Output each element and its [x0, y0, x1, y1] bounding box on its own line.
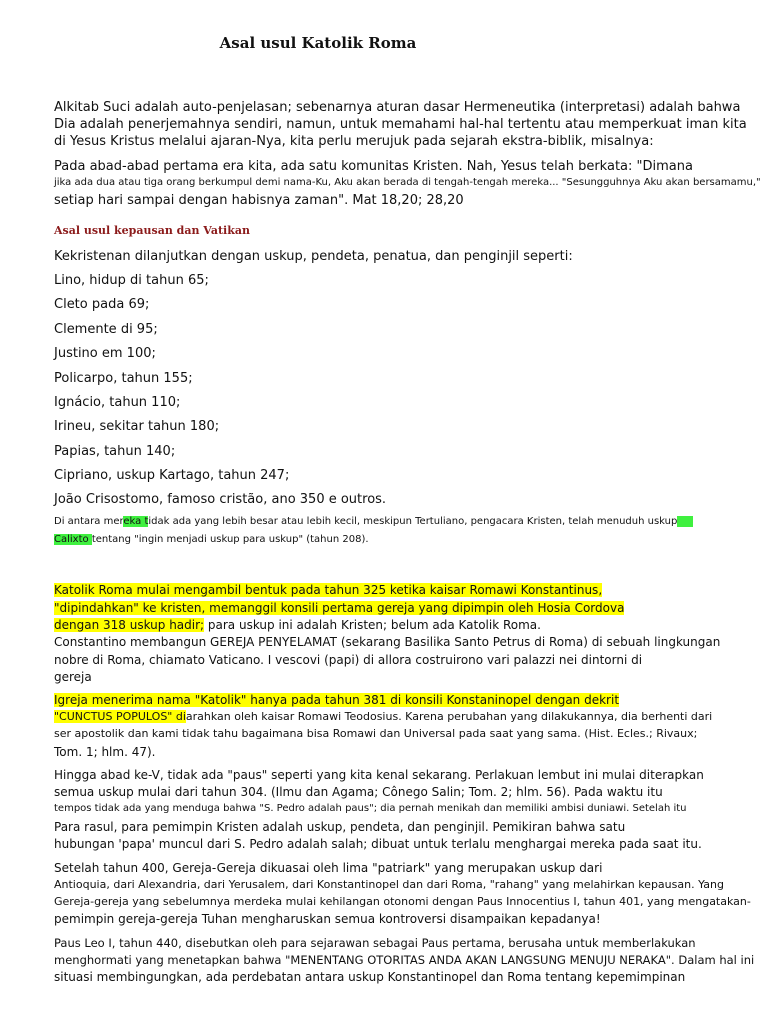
constantine-line: nobre di Roma, chiamato Vaticano. I vescovi (papi) di allora costruirono vari palazzi nei dintorni di [54, 653, 643, 667]
community-line: Pada abad-abad pertama era kita, ada satu komunitas Kristen. Nah, Yesus telah berkata: "Dimana [54, 159, 693, 174]
list-item: Ignácio, tahun 110; [54, 395, 181, 410]
text-run: Di antara mer [54, 516, 124, 527]
section-heading: Asal usul kepausan dan Vatikan [54, 224, 250, 237]
constantine-line [54, 618, 541, 632]
highlight-yellow: "CUNCTUS POPULOS" di [54, 710, 186, 723]
list-item: Cipriano, uskup Kartago, tahun 247; [54, 468, 290, 483]
constantine-line: Katolik Roma mulai mengambil bentuk pada tahun 325 ketika kaisar Romawi Konstantinus, [54, 583, 603, 597]
catholic-name-line: Tom. 1; hlm. 47). [54, 745, 156, 759]
tertullian-line [54, 534, 369, 545]
catholic-name-line [54, 710, 712, 723]
list-item: Lino, hidup di tahun 65; [54, 273, 209, 288]
fifth-century-line: Hingga abad ke-V, tidak ada "paus" seperti yang kita kenal sekarang. Perlakuan lembut ini mulai diterapkan [54, 768, 704, 782]
patriarchs-line: Antioquia, dari Alexandria, dari Yerusalem, dari Konstantinopel dan dari Roma, "rahang" yang melahirkan kepausan. Yang [54, 878, 724, 891]
fifth-century-line: Para rasul, para pemimpin Kristen adalah uskup, pendeta, dan penginjil. Pemikiran bahwa satu [54, 820, 626, 834]
highlight-green: Calixto [54, 534, 92, 545]
leo-line: menghormati yang menetapkan bahwa "MENENTANG OTORITAS ANDA AKAN LANGSUNG MENUJU NERAKA". Dalam hal ini [54, 953, 755, 967]
community-line: setiap hari sampai dengan habisnya zaman". Mat 18,20; 28,20 [54, 193, 464, 208]
fifth-century-line: tempos tidak ada yang menduga bahwa "S. Pedro adalah paus"; dia pernah menikah dan memiliki ambisi duniawi. Setelah itu [54, 803, 687, 814]
constantine-line: "dipindahkan" ke kristen, memanggil konsili pertama gereja yang dipimpin oleh Hosia Cordova [54, 601, 625, 615]
document-title: Asal usul Katolik Roma [219, 34, 417, 52]
list-item: Justino em 100; [54, 346, 156, 361]
leo-line: situasi membingungkan, ada perdebatan antara uskup Konstantinopel dan Roma tentang kepemimpinan [54, 970, 686, 984]
patriarchs-line: Gereja-gereja yang sebelumnya merdeka mulai kehilangan otonomi dengan Paus Innocentius I, tahun 401, yang mengatakan- [54, 895, 751, 908]
fifth-century-line: semua uskup mulai dari tahun 304. (Ilmu dan Agama; Cônego Salin; Tom. 2; hlm. 56). Pada waktu itu [54, 785, 663, 799]
intro-line: Alkitab Suci adalah auto-penjelasan; sebenarnya aturan dasar Hermeneutika (interpretasi) adalah bahwa [54, 100, 741, 115]
catholic-name-line: Igreja menerima nama "Katolik" hanya pada tahun 381 di konsili Konstaninopel dengan dekrit [54, 693, 620, 707]
list-item: Irineu, sekitar tahun 180; [54, 419, 220, 434]
highlight-green [677, 516, 693, 527]
patriarchs-line: pemimpin gereja-gereja Tuhan mengharuskan semua kontroversi disampaikan kepadanya! [54, 912, 601, 926]
patriarchs-line: Setelah tahun 400, Gereja-Gereja dikuasai oleh lima "patriark" yang merupakan uskup dari [54, 861, 603, 875]
list-item: Cleto pada 69; [54, 297, 150, 312]
list-item: Clemente di 95; [54, 322, 158, 337]
highlight-green: eka t [123, 516, 149, 527]
text-run: idak ada yang lebih besar atau lebih kecil, meskipun Tertuliano, pengacara Kristen, telah menuduh uskup [148, 516, 678, 527]
text-run: para uskup ini adalah Kristen; belum ada Katolik Roma. [204, 618, 541, 632]
catholic-name-line: ser apostolik dan kami tidak tahu bagaimana bisa Romawi dan Universal pada saat yang sama. (Hist. Ecles.; Rivaux; [54, 727, 698, 740]
constantine-line: gereja [54, 670, 92, 684]
constantine-line: Constantino membangun GEREJA PENYELAMAT (sekarang Basilika Santo Petrus di Roma) di sebuah lingkungan [54, 635, 721, 649]
leo-line: Paus Leo I, tahun 440, disebutkan oleh para sejarawan sebagai Paus pertama, berusaha untuk memberlakukan [54, 936, 696, 950]
list-item: Policarpo, tahun 155; [54, 371, 193, 386]
highlight-yellow: dengan 318 uskup hadir; [54, 618, 205, 632]
community-line: jika ada dua atau tiga orang berkumpul demi nama-Ku, Aku akan berada di tengah-tengah mereka... "Sesungguhnya Aku akan bersamamu," [54, 177, 761, 188]
tertullian-line [54, 516, 693, 527]
list-item: Papias, tahun 140; [54, 444, 176, 459]
intro-line: Dia adalah penerjemahnya sendiri, namun, untuk memahami hal-hal tertentu atau memperkuat iman kita [54, 117, 747, 132]
text-run: tentang "ingin menjadi uskup para uskup" (tahun 208). [91, 534, 369, 545]
list-intro: Kekristenan dilanjutkan dengan uskup, pendeta, penatua, dan penginjil seperti: [54, 249, 573, 264]
text-run: arahkan oleh kaisar Romawi Teodosius. Karena perubahan yang dilakukannya, dia berhenti dari [185, 710, 713, 723]
fifth-century-line: hubungan 'papa' muncul dari S. Pedro adalah salah; dibuat untuk terlalu menghargai mereka pada saat itu. [54, 837, 702, 851]
intro-line: di Yesus Kristus melalui ajaran-Nya, kita perlu merujuk pada sejarah ekstra-biblik, misalnya: [54, 134, 654, 149]
list-item: João Crisostomo, famoso cristão, ano 350 e outros. [54, 492, 387, 507]
